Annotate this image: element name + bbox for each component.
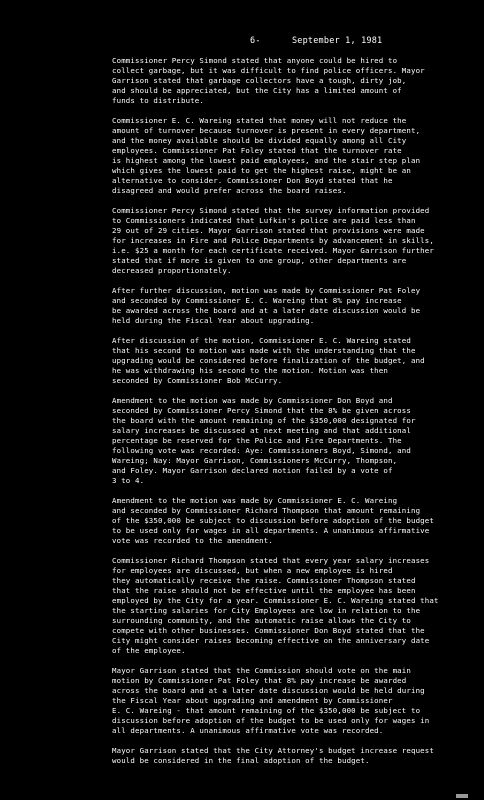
- paragraph: Commissioner Percy Simond stated that anyone could be hired to collect garbage, but it was difficult to find police officers. Mayor Garrison stated that garbage collectors have a tough, dirty job, and should be appreciated, but the City has a limited amount of funds to distribute.: [112, 56, 425, 105]
- paragraph: Commissioner E. C. Wareing stated that money will not reduce the amount of turnover because turnover is present in every department, and the money available should be divided equally among all City employees. Commissioner Pat Foley stated that the turnover rate is highest among the lowest paid employees, and the stair step plan which gives the lowest paid to get the highest raise, might be an alternative to consider. Commissioner Don Boyd stated that he disagreed and would prefer across the board raises.: [112, 116, 421, 195]
- paragraph: After further discussion, motion was made by Commissioner Pat Foley and seconded by Commissioner E. C. Wareing that 8% pay increase be awarded across the board and at a later date discussion would be held during the Fiscal Year about upgrading.: [112, 286, 421, 325]
- paragraph: Mayor Garrison stated that the Commission should vote on the main motion by Commissioner Pat Foley that 8% pay increase be awarded across the board and at a later date discussion would be held during the Fiscal Year about upgrading and amendment by Commissioner E. C. Wareing - that amount remaining of the $350,000 be subject to discussion before adoption of the budget to be used only for wages in all departments. A unanimous affirmative vote was recorded.: [112, 666, 430, 735]
- scan-artifact: [456, 794, 468, 798]
- paragraph: Commissioner Percy Simond stated that the survey information provided to Commissioners indicated that Lufkin's police are paid less than 29 out of 29 cities. Mayor Garrison stated that provisions were made for increases in Fire and Police Departments by advancement in skills, i.e. $25 a month for each certificate received. Mayor Garrison further stated that if more is given to one group, other departments are decreased proportionately.: [112, 206, 434, 275]
- paragraph: Amendment to the motion was made by Commissioner Don Boyd and seconded by Commissioner Percy Simond that the 8% be given across the board with the amount remaining of the $350,000 designated for salary increases be discussed at next meeting and that additional percentage be reserved for the Police and Fire Departments. The following vote was recorded: Aye: Commissioners Boyd, Simond, and Wareing; Nay: Mayor Garrison, Commissioners McCurry, Thompson, and Foley. Mayor Garrison declared motion failed by a vote of 3 to 4.: [112, 396, 416, 485]
- paragraph: After discussion of the motion, Commissioner E. C. Wareing stated that his second to motion was made with the understanding that the upgrading would be considered before finalization of the budget, and he was withdrawing his second to the motion. Motion was then seconded by Commissioner Bob McCurry.: [112, 336, 425, 385]
- page-header: [250, 36, 450, 46]
- minutes-body: [112, 56, 464, 776]
- page-number: 6-: [250, 36, 261, 46]
- paragraph: Amendment to the motion was made by Commissioner E. C. Wareing and seconded by Commissioner Richard Thompson that amount remaining of the $350,000 be subject to discussion before adoption of the budget to be used only for wages in all departments. A unanimous affirmative vote was recorded to the amendment.: [112, 496, 434, 545]
- meeting-date: September 1, 1981: [291, 36, 383, 46]
- paragraph: Mayor Garrison stated that the City Attorney's budget increase request would be considered in the final adoption of the budget.: [112, 746, 434, 765]
- paragraph: Commissioner Richard Thompson stated that every year salary increases for employees are discussed, but when a new employee is hired they automatically receive the raise. Commissioner Thompson stated that the raise should not be effective until the employee has been employed by the City for a year. Commissioner E. C. Wareing stated that the starting salaries for City Employees are low in relation to the surrounding community, and the automatic raise allows the City to compete with other businesses. Commissioner Don Boyd stated that the City might consider raises becoming effective on the anniversary date of the employee.: [112, 556, 439, 655]
